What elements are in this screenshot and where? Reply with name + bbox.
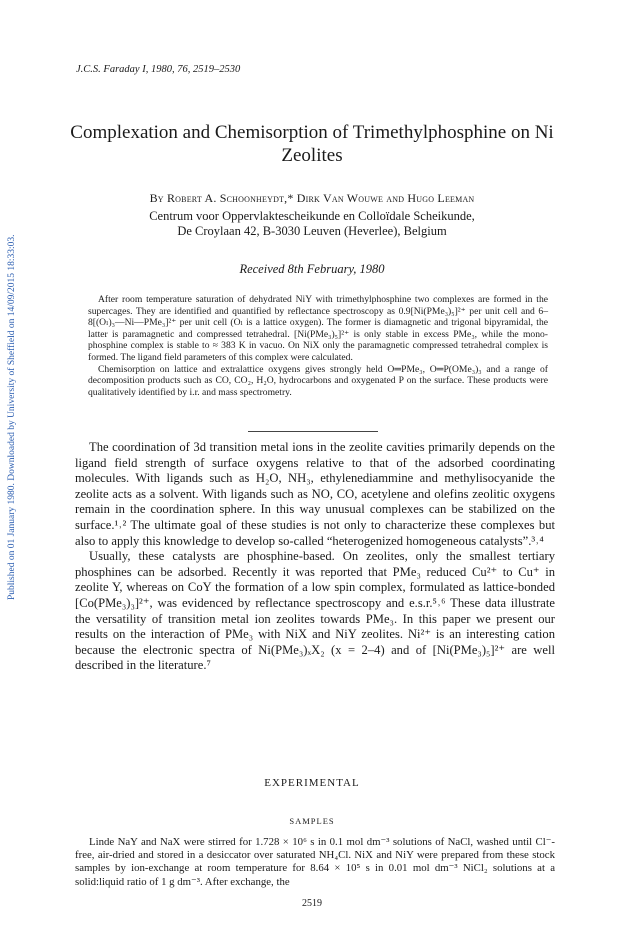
body-paragraph: Usually, these catalysts are phosphine-based. On zeolites, only the smallest tertiary phosphines can be adsorbed. Recently it was reported that PMe₃ reduced Cu²⁺ to Cu⁺ in zeolite Y, whereas on CoY the formation of a low spin complex, formulated as lattice-bonded [Co(PMe₃)₃]²⁺, was evidenced by reflectance spectroscopy and e.s.r.⁵˒⁶ These data illustrate the versatility of transition metal ion zeolites towards PMe₃. In this paper we present our results on the interaction of PMe₃ with NiX and NiY zeolites. Ni²⁺ is an interesting cation because the electronic spectra of Ni(PMe₃)ₓX₂ (x = 2–4) and of [Ni(PMe₃)₅]²⁺ are well described in the literature.⁷ [75,549,555,673]
affiliation-line: De Croylaan 42, B-3030 Leuven (Heverlee), Belgium [177,224,447,238]
affiliation-line: Centrum voor Oppervlaktescheikunde en Colloïdale Scheikunde, [149,209,475,223]
abstract-paragraph: After room temperature saturation of dehydrated NiY with trimethylphosphine two complexes are formed in the supercages. They are identified and quantified by reflectance spectroscopy as 0.9[Ni(PMe₃)₅]²⁺ per unit cell and 6–8[(Oₗ)₃—Ni—PMe₃]²⁺ per unit cell (Oₗ is a lattice oxygen). The former is diamagnetic and trigonal bipyramidal, the latter is paramagnetic and compressed tetrahedral. [Ni(PMe₃)₅]²⁺ is only stable in excess PMe₃, while the mono-phosphine complex is stable to ≈ 383 K in vacuo. On NiX only the paramagnetic compressed tetrahedral complex is formed. The ligand field parameters of this complex were calculated. [88,294,548,363]
received-date: Received 8th February, 1980 [239,262,385,276]
author-line: By Robert A. Schoonheydt,* Dirk Van Wouwe and Hugo Leeman [149,191,475,205]
download-watermark [3,150,25,600]
subsection-heading: SAMPLES [289,816,335,826]
journal-reference: J.C.S. Faraday I, 1980, 76, 2519–2530 [76,64,241,75]
body-paragraph: Linde NaY and NaX were stirred for 1.728 × 10⁶ s in 0.1 mol dm⁻³ solutions of NaCl, washed until Cl⁻-free, air-dried and stored in a desiccator over saturated NH₄Cl. NiX and NiY were prepared from these stock samples by ion-exchange at room temperature for 8.64 × 10⁵ s in 0.01 mol dm⁻³ NiCl₂ solutions at a solid:liquid ratio of 1 g dm⁻³. After exchange, the [75,836,555,888]
download-watermark-text: Published on 01 January 1980. Downloaded by University of Sheffield on 14/09/2015 18:33:03. [7,234,17,600]
body-paragraph: The coordination of 3d transition metal ions in the zeolite cavities primarily depends on the ligand field strength of surface oxygens relative to that of the adsorbed coordinating molecules. With ligands such as H₂O, NH₃, ethylenediammine and methylisocyanide the zeolite acts as a solvent. With ligands such as NO, CO, acetylene and olefins zeolitic oxygens remain in the coordination sphere. In this way unusual complexes can be stabilized on the surface.¹˒² The ultimate goal of these studies is not only to characterize these complexes but also to apply this knowledge to develop so-called “heterogenized homogeneous catalysts”.³˒⁴ [75,440,555,548]
abstract-divider [248,431,378,432]
article-title: Complexation and Chemisorption of Trimethylphosphine on Ni Zeolites [70,122,554,166]
samples-section [75,836,555,889]
section-heading: EXPERIMENTAL [264,777,360,789]
page-number: 2519 [302,898,322,909]
affiliation [60,209,564,239]
abstract [88,294,548,398]
introduction [75,440,555,674]
abstract-paragraph: Chemisorption on lattice and extralattice oxygens gives strongly held O═PMe₃, O═P(OMe₃)₃ and a range of decomposition products such as CO, CO₂, H₂O, hydrocarbons and oxygenated P on the surface. These products were qualitatively identified by i.r. and mass spectrometry. [88,363,548,398]
